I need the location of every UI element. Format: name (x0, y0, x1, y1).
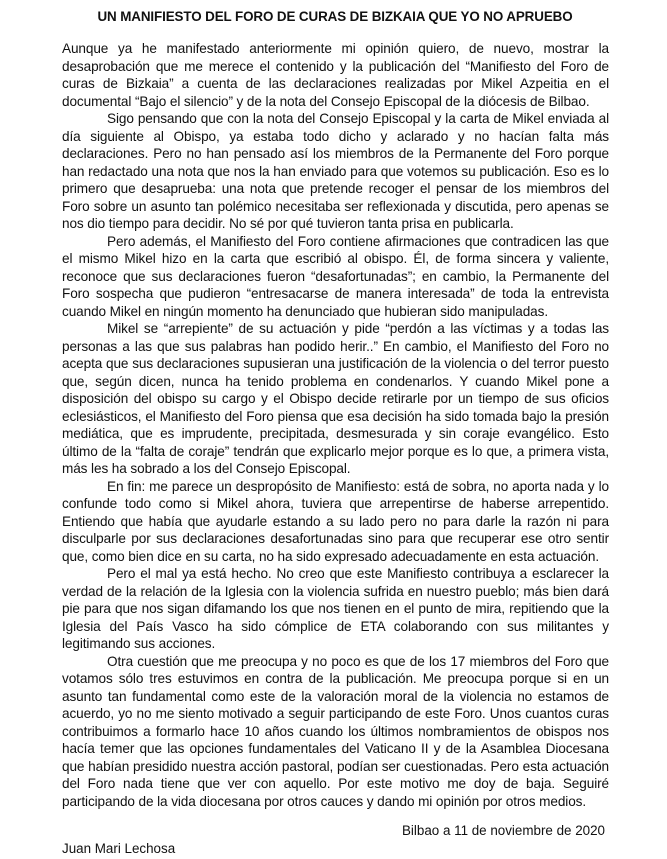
paragraph-5: En fin: me parece un despropósito de Manifiesto: está de sobra, no aporta nada y lo confunde todo como si Mikel ahora, tuviera que arrepentirse de haberse arrepentido. Entiendo que había que ayudarle estando a su lado pero no para darle la razón ni para disculparle por sus declaraciones desafortunadas sino para que recuperar ese otro sentir que, como bien dice en su carta, no ha sido expresado adecuadamente en esta actuación. (62, 478, 609, 564)
paragraph-3: Pero además, el Manifiesto del Foro contiene afirmaciones que contradicen las que el mismo Mikel hizo en la carta que escribió al obispo. Él, de forma sincera y valiente, reconoce que sus declaraciones fueron “desafortunadas”; en cambio, la Permanente del Foro sospecha que pudieron “entresacarse de manera interesada” de toda la entrevista cuando Mikel en ningún momento ha denunciado que hubieran sido manipuladas. (62, 233, 609, 319)
paragraph-1: Aunque ya he manifestado anteriormente mi opinión quiero, de nuevo, mostrar la desaprobación que me merece el contenido y la publicación del “Manifiesto del Foro de curas de Bizkaia” a cuenta de las declaraciones realizadas por Mikel Azpeitia en el documental “Bajo el silencio” y de la nota del Consejo Episcopal de la diócesis de Bilbao. (62, 41, 609, 109)
author-signature: Juan Mari Lechosa (62, 841, 176, 856)
document-title: UN MANIFIESTO DEL FORO DE CURAS DE BIZKAIA QUE YO NO APRUEBO (97, 9, 573, 24)
paragraph-4: Mikel se “arrepiente” de su actuación y pide “perdón a las víctimas y a todas las personas a las que sus palabras han podido herir..” En cambio, el Manifiesto del Foro no acepta que sus declaraciones supusieran una justificación de la violencia o del terror puesto que, según dicen, nunca ha tenido problema en condenarlos. Y cuando Mikel pone a disposición del obispo su cargo y el Obispo decide retirarle por un tiempo de sus oficios eclesiásticos, el Manifiesto del Foro piensa que esa decisión ha sido tomada bajo la presión mediática, que es imprudente, precipitada, desmesurada y sin coraje evangélico. Esto último de la “falta de coraje” tendrán que explicarlo mejor porque es lo que, a primera vista, más les ha sobrado a los del Consejo Episcopal. (62, 321, 609, 476)
paragraph-6: Pero el mal ya está hecho. No creo que este Manifiesto contribuya a esclarecer la verdad de la relación de la Iglesia con la violencia sufrida en nuestro pueblo; más bien dará pie para que nos sigan difamando los que nos tienen en el punto de mira, repitiendo que la Iglesia del País Vasco ha sido cómplice de ETA colaborando con sus militantes y legitimando sus acciones. (62, 566, 609, 651)
paragraph-2: Sigo pensando que con la nota del Consejo Episcopal y la carta de Mikel enviada al día siguiente al Obispo, ya estaba todo dicho y aclarado y no hacían falta más declaraciones. Pero no han pensado así los miembros de la Permanente del Foro porque han redactado una nota que nos la han enviado para que votemos su publicación. Eso es lo primero que desaprueba: una nota que pretende recoger el pensar de los miembros del Foro sobre un asunto tan polémico necesitaba ser reflexionada y discutida, pero apenas se nos dio tiempo para decidir. No sé por qué tuvieron tanta prisa en publicarla. (62, 111, 609, 231)
date-line: Bilbao a 11 de noviembre de 2020 (402, 823, 605, 838)
document-body (62, 40, 609, 810)
paragraph-7: Otra cuestión que me preocupa y no poco es que de los 17 miembros del Foro que votamos sólo tres estuvimos en contra de la publicación. Me preocupa porque si en un asunto tan fundamental como este de la valoración moral de la violencia no estamos de acuerdo, yo no me siento motivado a seguir participando de este Foro. Unos cuantos curas contribuimos a formarlo hace 10 años cuando los últimos nombramientos de obispos nos hacía temer que las opciones fundamentales del Vaticano II y de la Asamblea Diocesana que habían presidido nuestra acción pastoral, podían ser cuestionadas. Pero esta actuación del Foro nada tiene que ver con aquello. Por este motivo me doy de baja. Seguiré participando de la vida diocesana por otros cauces y dando mi opinión por otros medios. (62, 653, 609, 809)
